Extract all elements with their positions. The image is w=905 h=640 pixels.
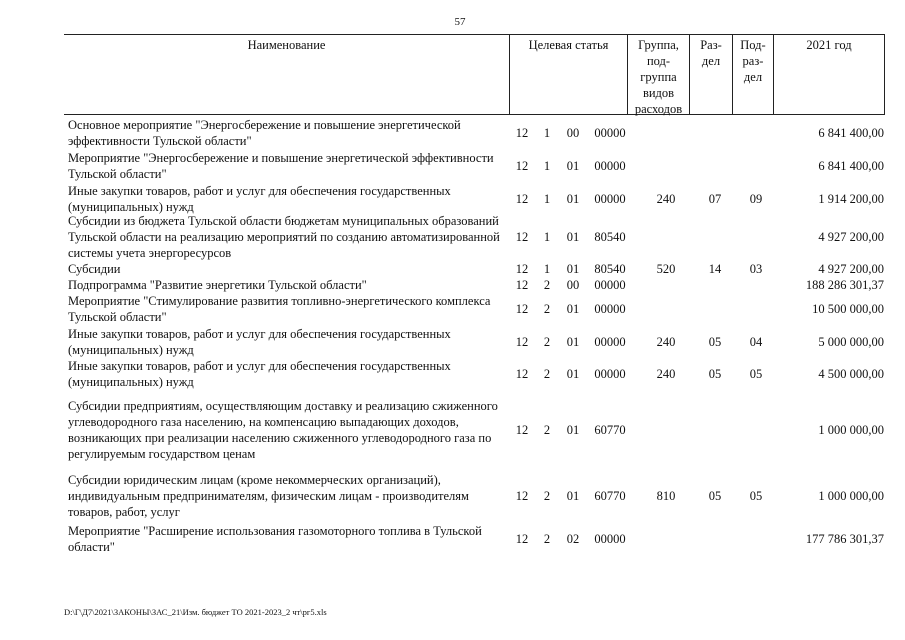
target-program: 12 bbox=[515, 230, 529, 244]
row-name: Иные закупки товаров, работ и услуг для обеспечения государственных (муниципальных) нужд bbox=[68, 359, 451, 389]
header-year: 2021 год bbox=[773, 35, 885, 114]
target-subprogram: 2 bbox=[543, 335, 551, 349]
subsection-value: 03 bbox=[749, 262, 763, 276]
row-name: Субсидии из бюджета Тульской области бюджетам муниципальных образований Тульской области на реализацию мероприятий по созданию автоматизированной системы учета энергоресурсов bbox=[68, 214, 500, 260]
target-direction: 00000 bbox=[594, 367, 626, 381]
target-event: 01 bbox=[566, 192, 580, 206]
expense-group-value: 810 bbox=[656, 489, 676, 503]
row-amount: 6 841 400,00 bbox=[818, 126, 884, 140]
target-event: 01 bbox=[566, 335, 580, 349]
row-name: Основное мероприятие "Энергосбережение и повышение энергетической эффективности Тульской области" bbox=[68, 118, 461, 148]
row-amount: 1 000 000,00 bbox=[818, 489, 884, 503]
page-number: 57 bbox=[454, 16, 466, 28]
target-event: 01 bbox=[566, 302, 580, 316]
table-row bbox=[0, 472, 905, 520]
target-direction: 00000 bbox=[594, 126, 626, 140]
row-name: Иные закупки товаров, работ и услуг для обеспечения государственных (муниципальных) нужд bbox=[68, 327, 451, 357]
section-value: 05 bbox=[708, 367, 722, 381]
target-subprogram: 2 bbox=[543, 423, 551, 437]
subsection-value: 09 bbox=[749, 192, 763, 206]
row-name: Мероприятие "Энергосбережение и повышение энергетической эффективности Тульской области" bbox=[68, 151, 494, 181]
target-subprogram: 2 bbox=[543, 302, 551, 316]
target-event: 01 bbox=[566, 262, 580, 276]
row-amount: 6 841 400,00 bbox=[818, 159, 884, 173]
table-row bbox=[0, 117, 905, 149]
target-direction: 00000 bbox=[594, 192, 626, 206]
header-name: Наименование bbox=[247, 38, 326, 52]
row-name: Субсидии bbox=[68, 262, 121, 276]
target-event: 00 bbox=[566, 126, 580, 140]
subsection-value: 04 bbox=[749, 335, 763, 349]
target-event: 00 bbox=[566, 278, 580, 292]
expense-group-value: 240 bbox=[656, 335, 676, 349]
table-row bbox=[0, 213, 905, 261]
target-event: 01 bbox=[566, 489, 580, 503]
target-program: 12 bbox=[515, 532, 529, 546]
target-direction: 60770 bbox=[594, 489, 626, 503]
row-amount: 1 000 000,00 bbox=[818, 423, 884, 437]
target-program: 12 bbox=[515, 489, 529, 503]
row-name: Подпрограмма "Развитие энергетики Тульской области" bbox=[68, 278, 367, 292]
target-direction: 60770 bbox=[594, 423, 626, 437]
row-name: Субсидии предприятиям, осуществляющим доставку и реализацию сжиженного углеводородного газа населению, на компенсацию выпадающих доходов, возникающих при реализации населению сжиженного углеводородного газа по регулируемым государством ценам bbox=[68, 399, 498, 461]
target-direction: 00000 bbox=[594, 302, 626, 316]
table-row bbox=[0, 183, 905, 215]
target-subprogram: 2 bbox=[543, 367, 551, 381]
expense-group-value: 520 bbox=[656, 262, 676, 276]
target-program: 12 bbox=[515, 159, 529, 173]
row-amount: 4 927 200,00 bbox=[818, 230, 884, 244]
subsection-value: 05 bbox=[749, 367, 763, 381]
file-path-footer: D:\Г\Д7\2021\ЗАКОНЫ\ЗАС_21\Изм. бюджет ТО 2021-2023_2 чт\рг5.xls bbox=[64, 607, 327, 617]
target-event: 01 bbox=[566, 367, 580, 381]
section-value: 07 bbox=[708, 192, 722, 206]
row-amount: 4 927 200,00 bbox=[818, 262, 884, 276]
target-program: 12 bbox=[515, 335, 529, 349]
table-row bbox=[0, 398, 905, 462]
header-target-article: Целевая статья bbox=[509, 35, 627, 114]
row-name: Субсидии юридическим лицам (кроме некоммерческих организаций), индивидуальным предпринимателям, физическим лицам - производителям товаров, работ, услуг bbox=[68, 473, 469, 519]
target-direction: 00000 bbox=[594, 335, 626, 349]
expense-group-value: 240 bbox=[656, 192, 676, 206]
table-row bbox=[0, 261, 905, 277]
target-program: 12 bbox=[515, 262, 529, 276]
target-subprogram: 2 bbox=[543, 532, 551, 546]
target-subprogram: 1 bbox=[543, 192, 551, 206]
table-row bbox=[0, 277, 905, 293]
section-value: 05 bbox=[708, 335, 722, 349]
subsection-value: 05 bbox=[749, 489, 763, 503]
row-amount: 1 914 200,00 bbox=[818, 192, 884, 206]
section-value: 14 bbox=[708, 262, 722, 276]
target-event: 01 bbox=[566, 423, 580, 437]
target-subprogram: 2 bbox=[543, 278, 551, 292]
header-section: Раз- дел bbox=[689, 35, 732, 114]
row-name: Мероприятие "Расширение использования газомоторного топлива в Тульской области" bbox=[68, 524, 482, 554]
row-name: Мероприятие "Стимулирование развития топливно-энергетического комплекса Тульской области" bbox=[68, 294, 491, 324]
table-header bbox=[64, 34, 885, 115]
table-row bbox=[0, 326, 905, 358]
target-event: 01 bbox=[566, 159, 580, 173]
target-event: 02 bbox=[566, 532, 580, 546]
row-name: Иные закупки товаров, работ и услуг для обеспечения государственных (муниципальных) нужд bbox=[68, 184, 451, 214]
table-row bbox=[0, 150, 905, 182]
row-amount: 177 786 301,37 bbox=[805, 532, 884, 546]
row-amount: 10 500 000,00 bbox=[812, 302, 884, 316]
target-program: 12 bbox=[515, 423, 529, 437]
target-program: 12 bbox=[515, 367, 529, 381]
header-expense-group: Группа, под- группа видов расходов bbox=[627, 35, 689, 114]
target-subprogram: 1 bbox=[543, 230, 551, 244]
target-subprogram: 2 bbox=[543, 489, 551, 503]
target-direction: 00000 bbox=[594, 532, 626, 546]
table-row bbox=[0, 358, 905, 390]
target-subprogram: 1 bbox=[543, 126, 551, 140]
target-program: 12 bbox=[515, 278, 529, 292]
row-amount: 5 000 000,00 bbox=[818, 335, 884, 349]
target-direction: 80540 bbox=[594, 230, 626, 244]
target-direction: 00000 bbox=[594, 159, 626, 173]
header-subsection: Под- раз- дел bbox=[732, 35, 773, 114]
row-amount: 188 286 301,37 bbox=[805, 278, 884, 292]
target-event: 01 bbox=[566, 230, 580, 244]
table-row bbox=[0, 293, 905, 325]
target-program: 12 bbox=[515, 192, 529, 206]
target-subprogram: 1 bbox=[543, 262, 551, 276]
target-direction: 80540 bbox=[594, 262, 626, 276]
target-program: 12 bbox=[515, 302, 529, 316]
target-program: 12 bbox=[515, 126, 529, 140]
section-value: 05 bbox=[708, 489, 722, 503]
row-amount: 4 500 000,00 bbox=[818, 367, 884, 381]
expense-group-value: 240 bbox=[656, 367, 676, 381]
target-direction: 00000 bbox=[594, 278, 626, 292]
table-row bbox=[0, 523, 905, 555]
target-subprogram: 1 bbox=[543, 159, 551, 173]
